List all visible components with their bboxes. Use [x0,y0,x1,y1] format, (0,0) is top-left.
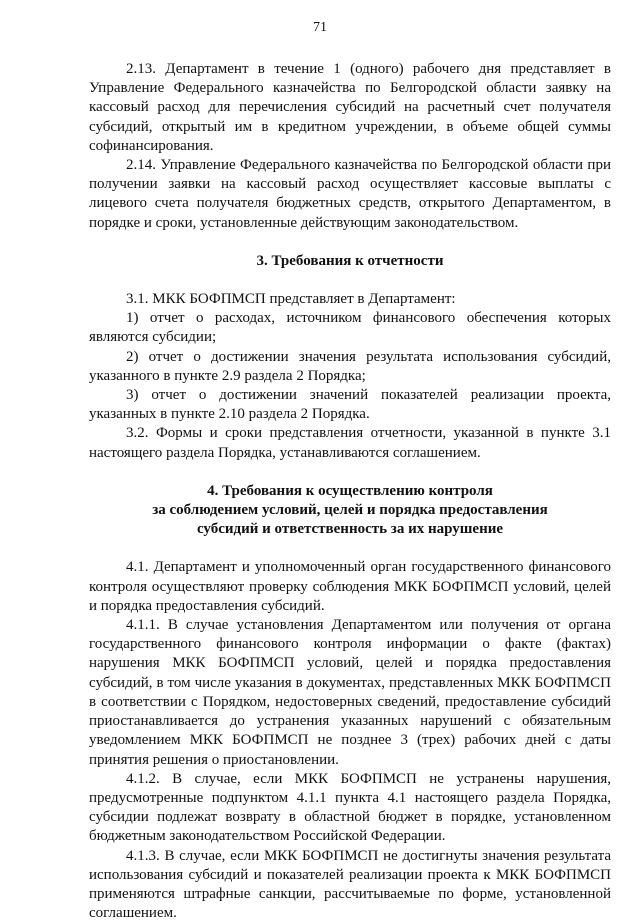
page-number: 71 [313,20,327,35]
paragraph-3-1-item-3: 3) отчет о достижении значений показателей реализации проекта, указанных в пункте 2.10 раздела 2 Порядка. [89,387,611,423]
paragraph-4-1-3: 4.1.3. В случае, если МКК БОФПМСП не достигнуты значения результата использования субсидий и показателей реализации проекта к МКК БОФПМСП применяются штрафные санкции, рассчитываемые по форме, установленной соглашением. [89,847,611,922]
paragraph-4-1-1: 4.1.1. В случае установления Департаментом или получения от органа государственного финансового контроля информации о факте (фактах) нарушения МКК БОФПМСП условий, целей и порядка предоставления субсидий, в том числе указания в документах, представленных МКК БОФПМСП в соответствии с Порядком, недостоверных сведений, предоставление субсидий приостанавливается до устранения указанных нарушений с обязательным уведомлением МКК БОФПМСП не позднее 3 (трех) рабочих дней с даты принятия решения о приостановлении. [89,617,611,768]
section-4-title-line-3: субсидий и ответственность за их нарушение [196,521,504,538]
paragraph-2-13: 2.13. Департамент в течение 1 (одного) рабочего дня представляет в Управление Федерального казначейства по Белгородской области заявку на кассовый расход для перечисления субсидий на расчетный счет получателя субсидий, открытый им в кредитном учреждении, в объеме общей суммы софинансирования. [89,61,611,154]
paragraph-4-1: 4.1. Департамент и уполномоченный орган государственного финансового контроля осуществляют проверку соблюдения МКК БОФПМСП условий, целей и порядка предоставления субсидий. [89,559,611,614]
paragraph-4-1-2: 4.1.2. В случае, если МКК БОФПМСП не устранены нарушения, предусмотренные подпунктом 4.1.1 пункта 4.1 настоящего раздела Порядка, субсидии подлежат возврату в областной бюджет в порядке, установленном бюджетным законодательством Российской Федерации. [89,770,611,845]
section-3-title: 3. Требования к отчетности [256,252,444,269]
paragraph-2-14: 2.14. Управление Федерального казначейства по Белгородской области при получении заявки на кассовый расход осуществляет кассовые выплаты с лицевого счета получателя бюджетных средств, открытого Департаментом, в порядке и сроки, установленные действующим законодательством. [89,157,611,231]
section-4-title-line-2: за соблюдением условий, целей и порядка предоставления [152,502,548,519]
paragraph-3-1-item-2: 2) отчет о достижении значения результата использования субсидий, указанного в пункте 2.9 раздела 2 Порядка; [89,348,611,384]
paragraph-3-1: 3.1. МКК БОФПМСП представляет в Департамент: [126,291,456,308]
document-body [89,60,611,923]
paragraph-3-2: 3.2. Формы и сроки представления отчетности, указанной в пункте 3.1 настоящего раздела Порядка, устанавливаются соглашением. [89,425,611,461]
paragraph-3-1-item-1: 1) отчет о расходах, источником финансового обеспечения которых являются субсидии; [89,310,611,346]
section-4-title-line-1: 4. Требования к осуществлению контроля [207,482,493,499]
